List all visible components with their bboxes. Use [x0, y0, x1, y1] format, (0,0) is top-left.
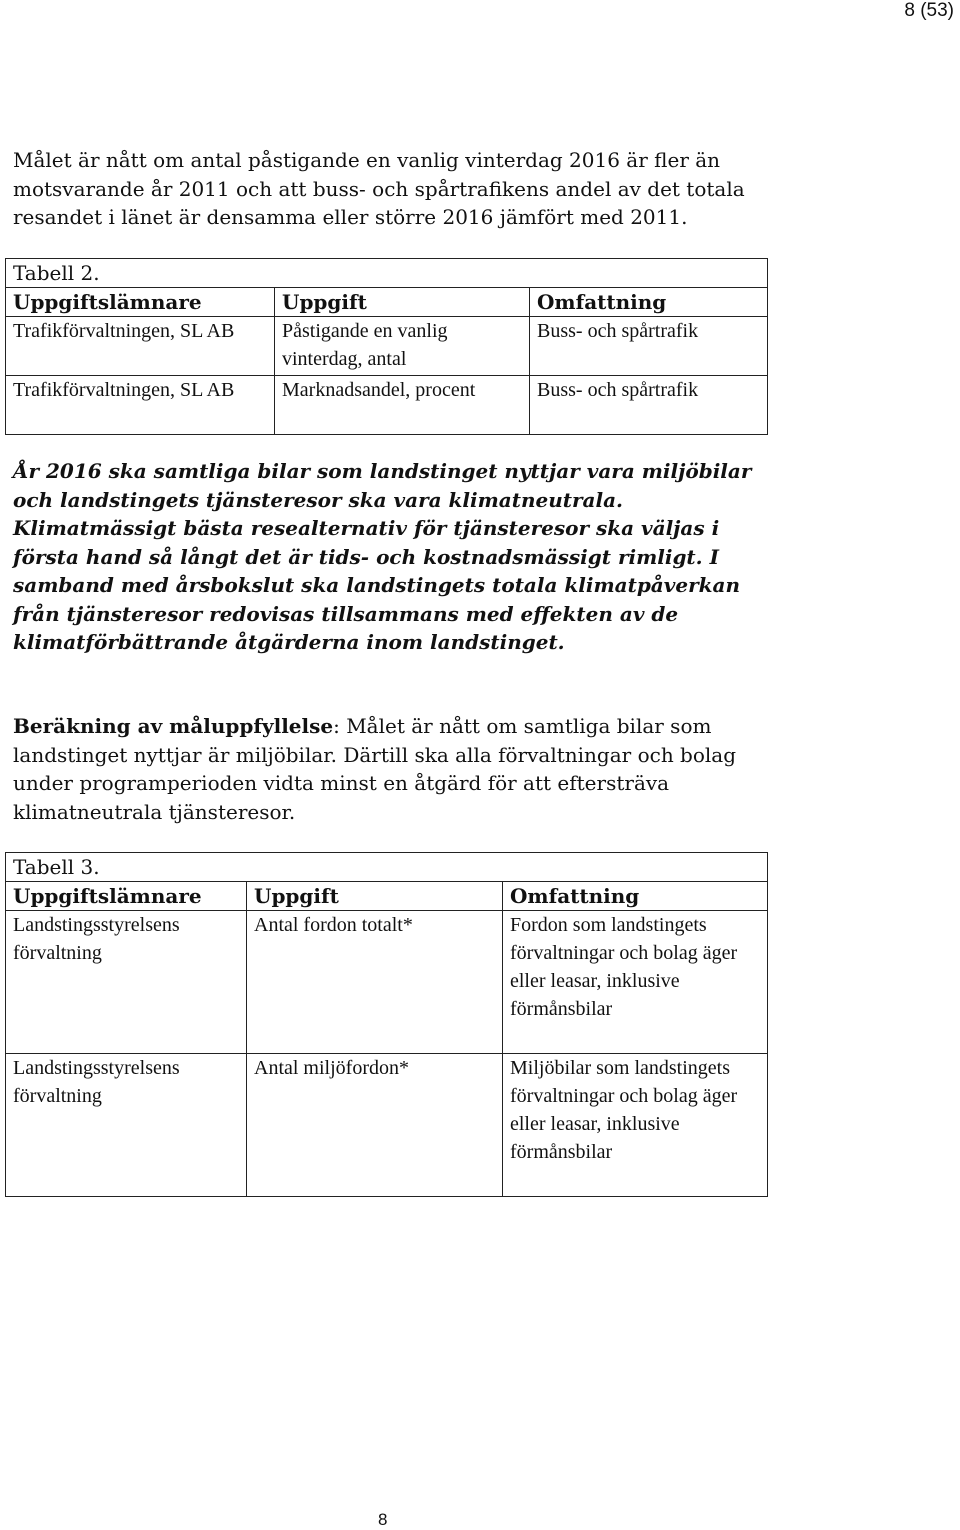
page-label: 8 (53): [904, 0, 954, 21]
table-cell: Buss- och spårtrafik: [530, 317, 768, 376]
table-3-header-scope: Omfattning: [503, 882, 768, 911]
table-cell: Marknadsandel, procent: [275, 376, 530, 435]
table-cell: Landstingsstyrelsens förvaltning: [6, 911, 247, 1054]
table-2: [5, 258, 768, 435]
footer-page-number: 8: [378, 1510, 388, 1529]
table-cell: Buss- och spårtrafik: [530, 376, 768, 435]
table-3-header-task: Uppgift: [247, 882, 503, 911]
table-2-caption: Tabell 2.: [6, 259, 768, 288]
table-cell: Miljöbilar som landstingets förvaltningar och bolag äger eller leasar, inklusive förmånsbilar: [503, 1054, 768, 1197]
goal-paragraph: År 2016 ska samtliga bilar som landstinget nyttjar vara miljöbilar och landstingets tjänsteresor ska vara klimatneutrala. Klimatmässigt bästa resealternativ för tjänsteresor ska väljas i första hand så långt det är tids- och kostnadsmässigt rimligt. I samband med årsbokslut ska landstingets totala klimatpåverkan från tjänsteresor redovisas tillsammans med effekten av de klimatförbättrande åtgärderna inom landstinget.: [13, 459, 752, 654]
table-2-header-task: Uppgift: [275, 288, 530, 317]
table-cell: Fordon som landstingets förvaltningar och bolag äger eller leasar, inklusive förmånsbilar: [503, 911, 768, 1054]
calculation-text: : Målet är nått om samtliga bilar som landstinget nyttjar är miljöbilar. Därtill ska alla förvaltningar och bolag under programperioden vidta minst en åtgärd för att eftersträva klimatneutrala tjänsteresor.: [13, 714, 737, 824]
table-cell: Antal miljöfordon*: [247, 1054, 503, 1197]
table-row: [6, 911, 768, 1054]
table-2-header-provider: Uppgiftslämnare: [6, 288, 275, 317]
calculation-paragraph: [13, 712, 753, 826]
table-3-caption: Tabell 3.: [6, 853, 768, 882]
table-row: [6, 317, 768, 376]
intro-paragraph: Målet är nått om antal påstigande en vanlig vinterdag 2016 är fler än motsvarande år 2011 och att buss- och spårtrafikens andel av det totala resandet i länet är densamma eller större 2016 jämfört med 2011.: [13, 148, 745, 229]
table-3: [5, 852, 768, 1197]
table-cell: Trafikförvaltningen, SL AB: [6, 376, 275, 435]
table-2-header-scope: Omfattning: [530, 288, 768, 317]
table-row: [6, 1054, 768, 1197]
table-cell: Antal fordon totalt*: [247, 911, 503, 1054]
table-cell: Trafikförvaltningen, SL AB: [6, 317, 275, 376]
table-row: [6, 376, 768, 435]
calculation-label: Beräkning av måluppfyllelse: [13, 714, 334, 738]
table-cell: Landstingsstyrelsens förvaltning: [6, 1054, 247, 1197]
table-3-header-provider: Uppgiftslämnare: [6, 882, 247, 911]
table-cell: Påstigande en vanlig vinterdag, antal: [275, 317, 530, 376]
